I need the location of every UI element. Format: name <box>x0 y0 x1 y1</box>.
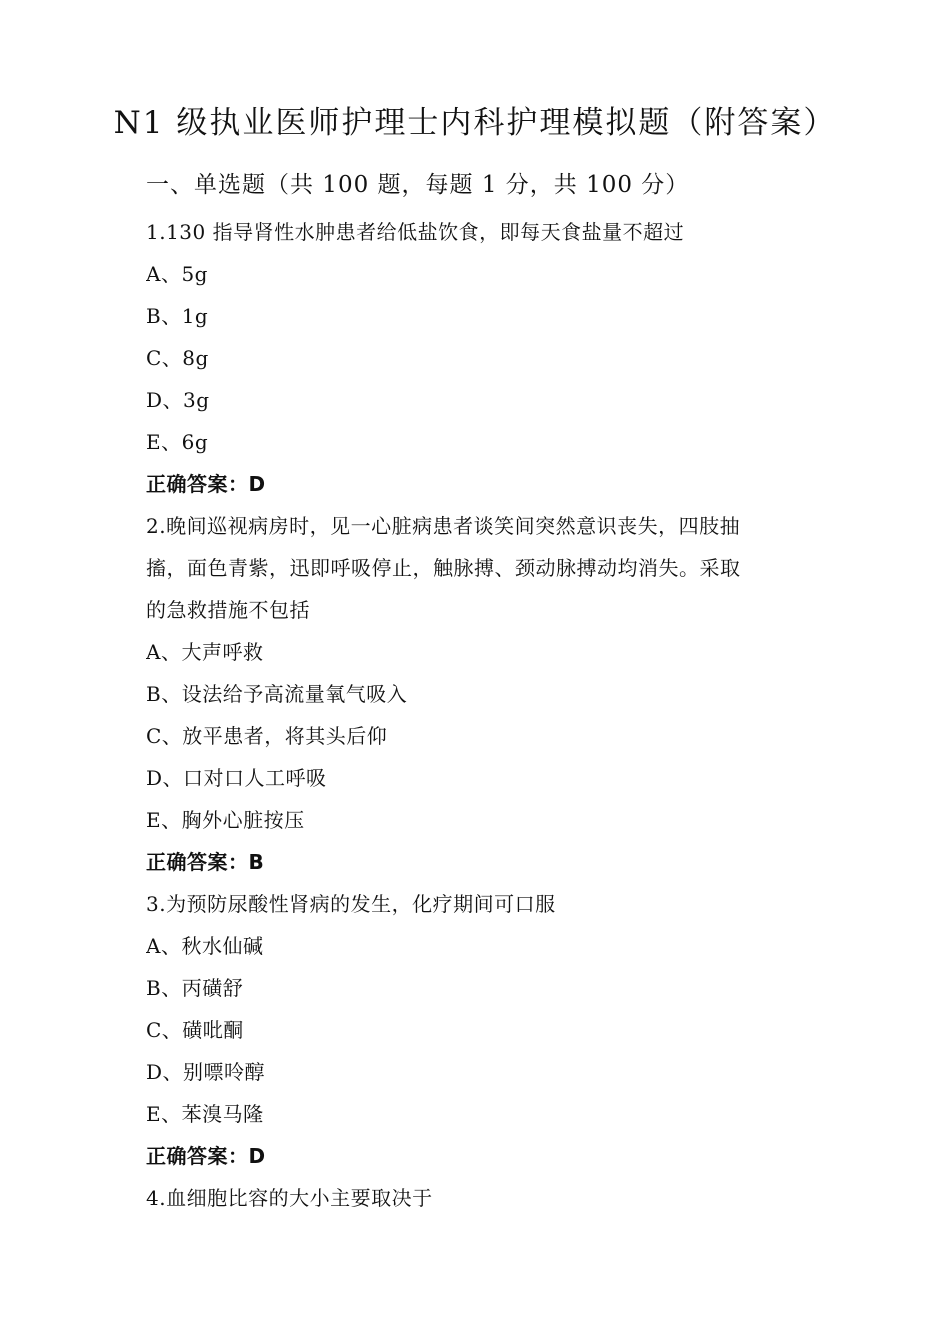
option-d: D、口对口人工呼吸 <box>146 766 327 790</box>
option-b: B、1g <box>146 304 209 328</box>
correct-answer: 正确答案：D <box>146 1144 266 1168</box>
document-title: N1 级执业医师护理士内科护理模拟题（附答案） <box>113 105 837 141</box>
question-stem: 3.为预防尿酸性肾病的发生，化疗期间可口服 <box>146 892 556 916</box>
question-1 <box>146 218 816 512</box>
option-c: C、磺吡酮 <box>146 1018 244 1042</box>
question-stem: 2.晚间巡视病房时，见一心脏病患者谈笑间突然意识丧失，四肢抽 <box>146 514 741 538</box>
question-2 <box>146 512 816 890</box>
question-4 <box>146 1184 816 1226</box>
option-a: A、5g <box>146 262 208 286</box>
correct-answer: 正确答案：D <box>146 472 266 496</box>
option-a: A、秋水仙碱 <box>146 934 264 958</box>
question-stem-continued: 搐，面色青紫，迅即呼吸停止，触脉搏、颈动脉搏动均消失。采取 <box>146 556 741 580</box>
question-stem-continued: 的急救措施不包括 <box>146 598 310 622</box>
option-c: C、8g <box>146 346 209 370</box>
question-stem: 4.血细胞比容的大小主要取决于 <box>146 1186 433 1210</box>
option-e: E、6g <box>146 430 209 454</box>
option-d: D、3g <box>146 388 210 412</box>
option-b: B、丙磺舒 <box>146 976 244 1000</box>
option-e: E、胸外心脏按压 <box>146 808 305 832</box>
option-c: C、放平患者，将其头后仰 <box>146 724 388 748</box>
question-3 <box>146 890 816 1184</box>
question-list <box>146 218 816 1226</box>
question-stem: 1.130 指导肾性水肿患者给低盐饮食，即每天食盐量不超过 <box>146 220 685 244</box>
correct-answer: 正确答案：B <box>146 850 265 874</box>
option-e: E、苯溴马隆 <box>146 1102 264 1126</box>
option-d: D、别嘌呤醇 <box>146 1060 266 1084</box>
option-a: A、大声呼救 <box>146 640 264 664</box>
option-b: B、设法给予高流量氧气吸入 <box>146 682 408 706</box>
section-heading: 一、单选题（共 100 题，每题 1 分，共 100 分） <box>146 172 690 198</box>
